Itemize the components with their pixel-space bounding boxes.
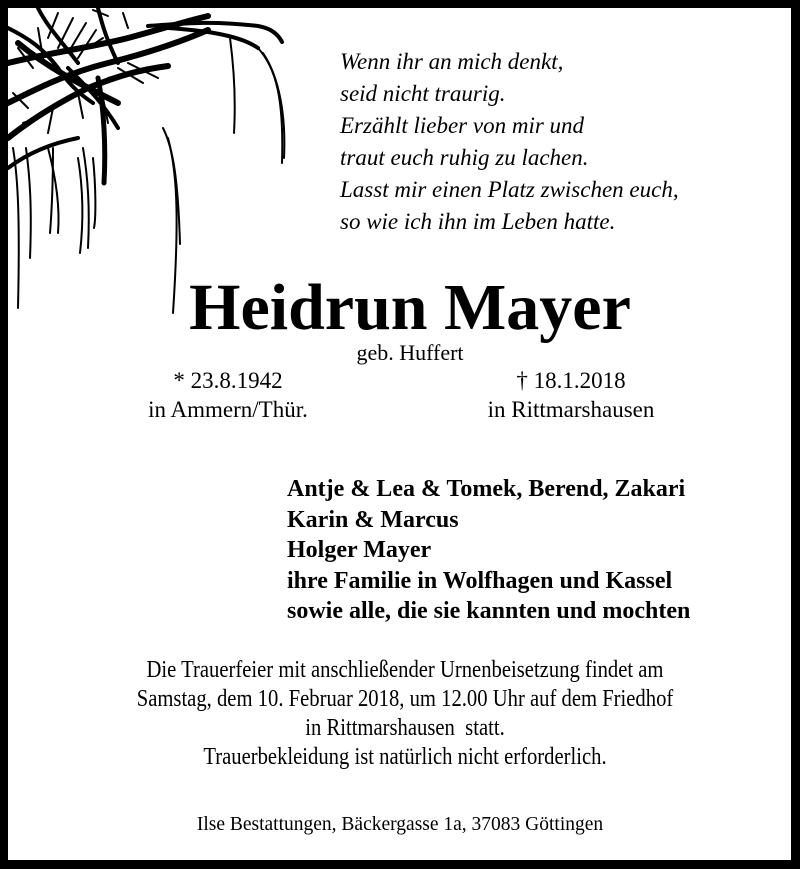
funeral-announcement <box>0 656 800 772</box>
mourner-line: Antje & Lea & Tomek, Berend, Zakari <box>287 476 686 502</box>
death-info <box>441 366 701 424</box>
funeral-line: Samstag, dem 10. Februar 2018, um 12.00 Uhr auf dem Friedhof <box>136 686 674 712</box>
poem-line: Lasst mir einen Platz zwischen euch, <box>340 177 679 202</box>
birth-info <box>98 366 358 424</box>
funeral-line: Die Trauerfeier mit anschließender Urnenbeisetzung findet am <box>146 657 664 683</box>
mourners-list <box>287 474 690 627</box>
maiden-name: geb. Huffert <box>356 340 464 365</box>
poem-line: Wenn ihr an mich denkt, <box>340 49 564 74</box>
poem-line: traut euch ruhig zu lachen. <box>340 145 589 170</box>
undertaker-address: Ilse Bestattungen, Bäckergasse 1a, 37083 Göttingen <box>196 814 604 835</box>
death-date: † 18.1.2018 <box>516 368 626 393</box>
mourner-line: sowie alle, die sie kannten und mochten <box>287 598 691 624</box>
poem-line: so wie ich ihn im Leben hatte. <box>340 209 616 234</box>
mourner-line: ihre Familie in Wolfhagen und Kassel <box>287 567 673 594</box>
death-place: in Rittmarshausen <box>487 397 655 422</box>
mourner-line: Holger Mayer <box>287 537 432 563</box>
poem-line: Erzählt lieber von mir und <box>340 113 585 138</box>
funeral-line: Trauerbekleidung ist natürlich nicht erforderlich. <box>203 744 607 770</box>
mourner-line: Karin & Marcus <box>287 506 459 533</box>
poem-line: seid nicht traurig. <box>340 81 506 106</box>
birth-place: in Ammern/Thür. <box>148 397 308 422</box>
poem <box>340 46 679 238</box>
birth-date: * 23.8.1942 <box>173 368 283 393</box>
funeral-line: in Rittmarshausen statt. <box>305 715 505 741</box>
deceased-name: Heidrun Mayer <box>189 271 631 344</box>
